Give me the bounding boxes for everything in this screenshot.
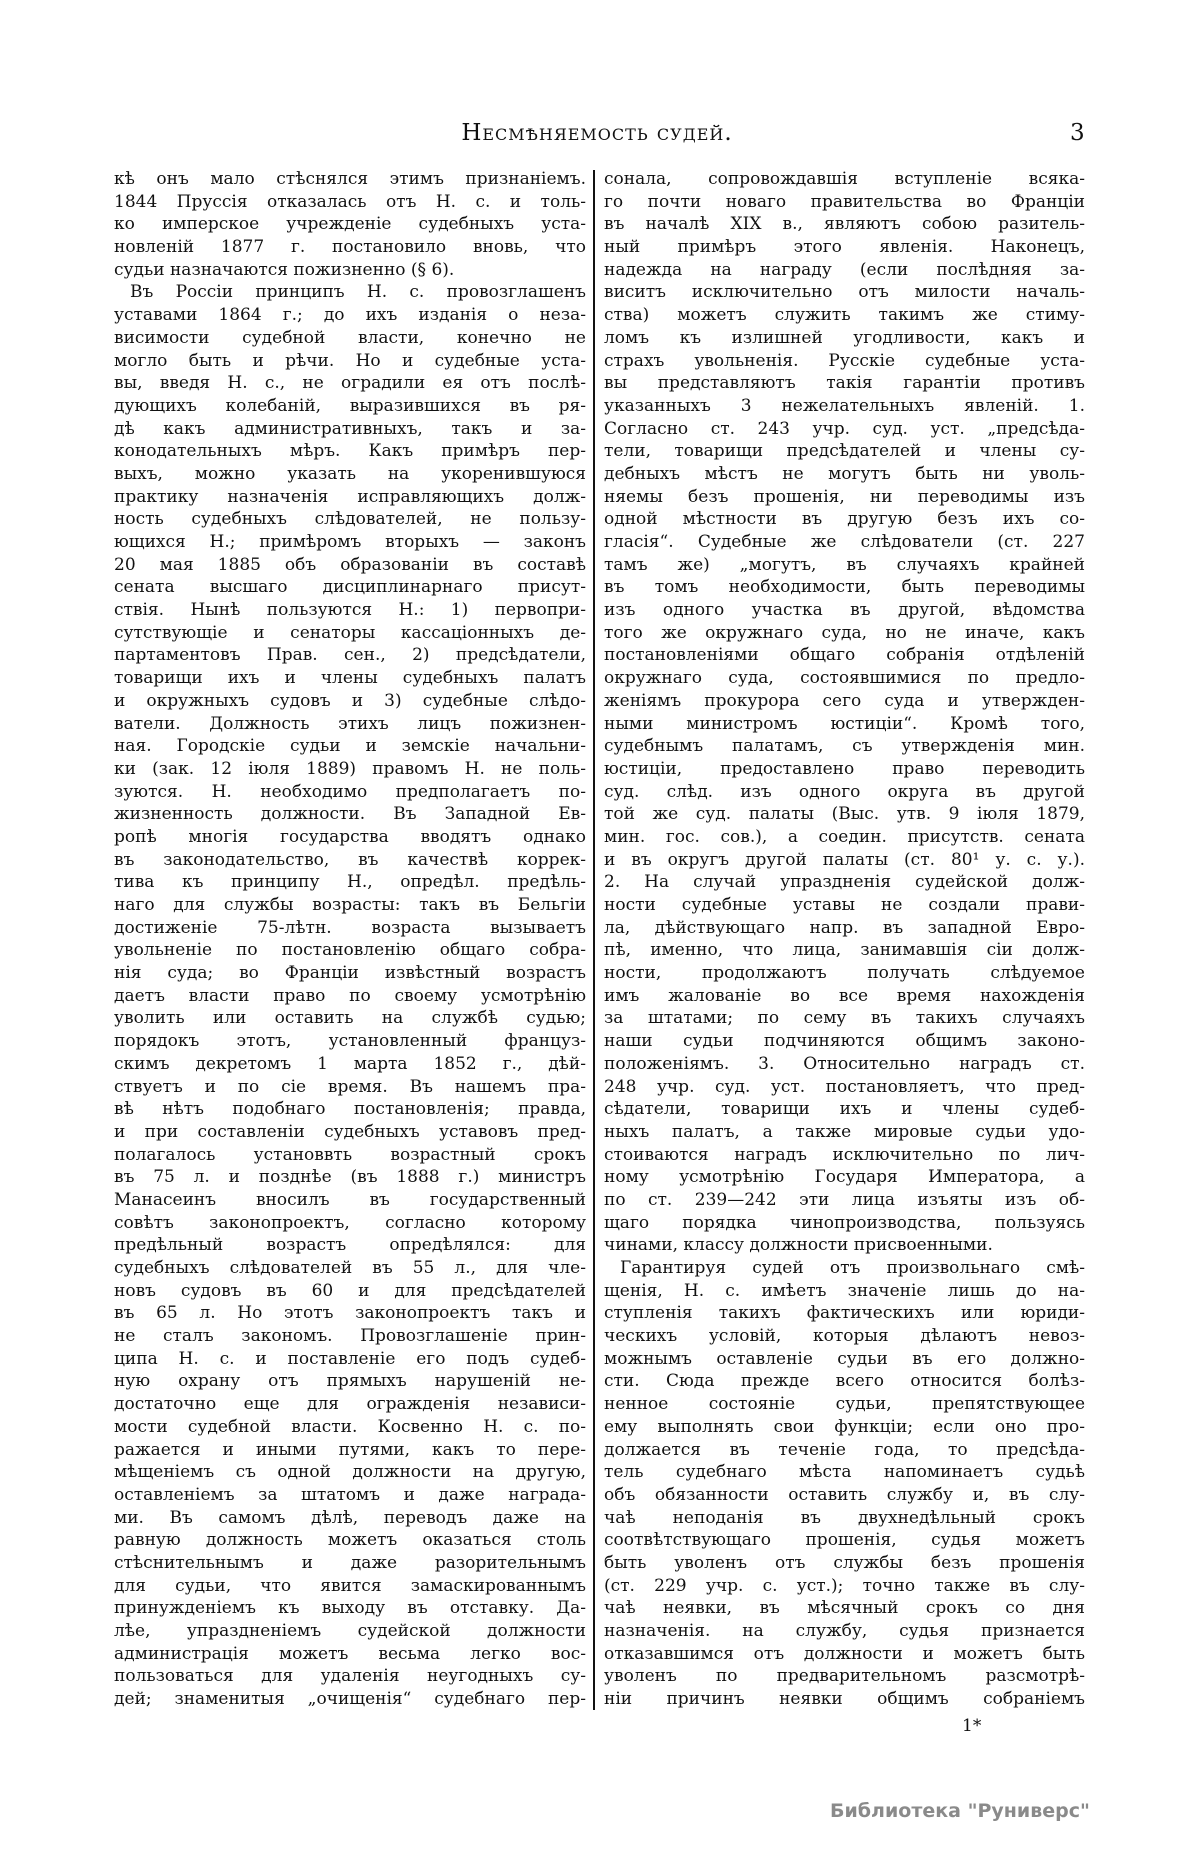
text-line: увольненіе по постановленію общаго собра- [114,940,586,961]
left-column [114,168,586,1711]
text-line: достиженіе 75-лѣтн. возраста вызываетъ [114,917,586,938]
text-line: сѣдатели, товарищи ихъ и члены судеб- [604,1099,1085,1120]
text-line: ципа Н. с. и поставленіе его подъ судеб- [114,1348,586,1369]
text-line: сти. Сюда прежде всего относится болѣз- [604,1371,1085,1392]
text-line: ватели. Должность этихъ лицъ пожизнен- [114,713,586,734]
text-line: 1844 Пруссія отказалась отъ Н. с. и толь- [114,191,586,212]
text-line: ности, продолжаютъ получать слѣдуемое [604,963,1085,984]
text-line: судьи назначаются пожизненно (§ 6). [114,259,455,280]
text-line: ному усмотрѣнію Государя Императора, а [604,1167,1085,1188]
text-line: ему выполнять свои функціи; если оно про- [604,1416,1085,1437]
text-line: гласія“. Судебные же слѣдователи (ст. 227 [604,532,1085,552]
text-line: юстиціи, предоставлено право переводить [604,758,1085,779]
text-line: чаѣ неявки, въ мѣсячный срокъ со дня [604,1598,1085,1619]
text-line: въ началѣ XIX в., являютъ собою разитель- [604,214,1085,235]
text-line: чаѣ неподанія въ двухнедѣльный срокъ [604,1507,1085,1528]
text-line: тели, товарищи предсѣдателей и члены су- [604,441,1085,462]
text-line: могло быть и рѣчи. Но и судебные уста- [114,350,586,371]
text-line: вѣ нѣтъ подобнаго постановленія; правда, [114,1099,586,1120]
text-line: въ 65 л. Но этотъ законопроектъ такъ и [114,1303,586,1324]
text-line: оставленіемъ за штатомъ и даже награда- [114,1484,586,1505]
text-line: достаточно еще для огражденія независи- [114,1394,586,1415]
text-line: наши судьи подчиняются общимъ законо- [604,1031,1085,1052]
text-line: няемы безъ прошенія, ни переводимы изъ [604,486,1085,507]
text-line: новленій 1877 г. постановило вновь, что [114,237,586,258]
text-line: ческихъ условій, которыя дѣлаютъ невоз- [604,1326,1085,1347]
text-line: отказавшимся отъ должности и можетъ быть [604,1643,1085,1664]
text-line: щаго порядка чинопроизводства, пользуясь [604,1212,1085,1233]
text-line: 20 мая 1885 объ образованіи въ составѣ [114,554,586,575]
text-line: ла, дѣйствующаго напр. въ западной Евро- [604,917,1085,938]
text-line: постановленіями общаго собранія отдѣленій [604,645,1085,666]
text-line: имъ жалованіе во все время нахожденія [604,985,1085,1006]
text-line: въ томъ необходимости, быть переводимы [604,577,1085,598]
text-line: предѣльный возрастъ опредѣлялся: для [114,1235,586,1256]
text-line: равную должность можетъ оказаться столь [114,1530,586,1551]
text-line: мѣщеніемъ съ одной должности на другую, [114,1462,586,1483]
text-line: тель судебнаго мѣста напоминаетъ судьѣ [604,1462,1085,1483]
text-line: для судьи, что явится замаскированнымъ [114,1575,586,1596]
text-line: быть уволенъ отъ службы безъ прошенія [604,1552,1085,1573]
text-line: уставами 1864 г.; до ихъ изданія о неза- [114,305,586,326]
text-line: сутствующіе и сенаторы кассаціонныхъ де- [114,622,586,643]
text-line: дебныхъ мѣстъ не могутъ быть ни уволь- [604,463,1085,484]
text-line: ступленія такихъ фактическихъ или юриди- [604,1303,1085,1324]
text-line: зуются. Н. необходимо предполагаетъ по- [114,781,586,802]
text-line: ражается и иными путями, какъ то пере- [114,1439,586,1460]
text-line: (ст. 229 учр. с. уст.); точно также въ слу- [604,1575,1085,1596]
text-line: ность судебныхъ слѣдователей, не пользу- [114,509,586,530]
text-line: дующихъ колебаній, выразившихся въ ря- [114,395,586,416]
text-line: и при составленіи судебныхъ уставовъ пред- [114,1121,586,1142]
text-line: судебныхъ слѣдователей въ 55 л., для чле- [114,1258,586,1278]
text-line: виситъ исключительно отъ милости началь- [604,282,1085,303]
text-line: ко имперское учрежденіе судебныхъ уста- [114,214,586,235]
text-line: вы, введя Н. с., не оградили ея отъ послѣ- [114,373,586,394]
text-line: соотвѣтствующаго прошенія, судья можетъ [604,1530,1085,1551]
text-line: сонала, сопровождавшія вступленіе всяка- [604,169,1085,189]
text-line: полагалось установвть возрастный срокъ [114,1144,586,1165]
text-line: наго для службы возрасты: такъ въ Бельгіи [114,895,586,915]
text-line: женіямъ прокурора сего суда и утвержден- [604,690,1085,711]
text-line: дей; знаменитыя „очищенія“ судебнаго пер- [114,1689,586,1710]
text-line: пѣ, именно, что лица, занимавшія сіи долж- [604,940,1085,961]
text-line: практику назначенія исправляющихъ долж- [114,486,586,507]
text-line: и окружныхъ судовъ и 3) судебные слѣдо- [114,690,586,711]
text-line: Гарантируя судей отъ произвольнаго смѣ- [620,1258,1085,1278]
text-line: нія суда; во Франціи извѣстный возрастъ [114,963,586,984]
text-line: го почти новаго правительства во Франціи [604,191,1085,212]
text-line: той же суд. палаты (Выс. утв. 9 іюля 1879, [604,804,1085,825]
text-line: ки (зак. 12 іюля 1889) правомъ Н. не поль- [114,758,586,779]
text-line: одной мѣстности въ другую безъ ихъ со- [604,509,1085,530]
text-line: скимъ декретомъ 1 марта 1852 г., дѣй- [114,1053,586,1074]
text-line: ропѣ многія государства вводятъ однако [114,826,586,847]
text-line: товарищи ихъ и члены судебныхъ палатъ [114,668,586,689]
text-line: ности судебные уставы не создали прави- [604,895,1085,915]
text-line: лѣе, упраздненіемъ судейской должности [114,1621,586,1641]
text-line: висимости судебной власти, конечно не [114,327,586,348]
text-line: должается въ теченіе года, то предсѣда- [604,1439,1085,1460]
text-line: ствуетъ и по сіе время. Въ нашемъ пра- [114,1076,586,1097]
text-line: принужденіемъ къ выходу въ отставку. Да- [114,1598,586,1619]
text-line: ства) можетъ служить такимъ же стиму- [604,305,1085,326]
text-line: тива къ принципу Н., опредѣл. предѣль- [114,872,586,893]
text-line: щенія, Н. с. имѣетъ значеніе лишь до на- [604,1280,1085,1301]
text-line: партаментовъ Прав. сен., 2) предсѣдатели, [114,645,586,666]
right-column [604,168,1085,1711]
text-line: стѣснительнымъ и даже разорительнымъ [114,1552,586,1573]
text-line: вы представляютъ такія гарантіи противъ [604,373,1085,394]
library-watermark: Библиотека "Руниверс" [830,1800,1090,1822]
text-line: совѣтъ законопроектъ, согласно которому [114,1212,586,1233]
text-line: ненное состояніе судьи, препятствующее [604,1394,1085,1415]
text-line: Въ Россіи принципъ Н. с. провозглашенъ [130,282,586,303]
text-line: и въ округъ другой палаты (ст. 80¹ у. с. у.). [604,849,1085,870]
text-line: ми. Въ самомъ дѣлѣ, переводъ даже на [114,1507,586,1528]
text-line: уволенъ по предварительномъ разсмотрѣ- [604,1666,1085,1687]
text-line: ную охрану отъ прямыхъ нарушеній не- [114,1371,586,1392]
text-line: въ 75 л. и позднѣе (въ 1888 г.) министръ [114,1167,586,1188]
column-divider [593,170,595,1710]
text-line: въ законодательство, въ качествѣ коррек- [114,849,586,870]
text-line: за штатами; по сему въ такихъ случаяхъ [604,1008,1085,1029]
text-line: жизненность должности. Въ Западной Ев- [114,804,586,825]
text-line: конодательныхъ мѣръ. Какъ примѣръ пер- [114,441,586,462]
text-line: сената высшаго дисциплинарнаго присут- [114,577,586,598]
text-line: даетъ власти право по своему усмотрѣнію [114,985,586,1006]
text-line: стоиваются наградъ исключительно по лич- [604,1144,1085,1165]
text-line: окружнаго суда, состоявшимися по предло- [604,668,1085,689]
signature-mark: 1* [962,1716,982,1736]
text-line: ныхъ палатъ, а также мировые судьи удо- [604,1121,1085,1142]
text-line: того же окружнаго суда, но не иначе, какъ [604,622,1085,643]
text-line: уволить или оставить на службѣ судью; [114,1008,586,1029]
text-line: назначенія. на службу, судья признается [604,1621,1085,1641]
text-line: дѣ какъ административныхъ, такъ и за- [114,418,586,439]
text-line: объ обязанности оставить службу и, въ слу- [604,1484,1085,1505]
text-line: мин. гос. сов.), а соедин. присутств. сената [604,826,1085,847]
text-line: ломъ къ излишней угодливости, какъ и [604,327,1085,348]
text-line: чинами, классу должности присвоенными. [604,1235,993,1256]
text-line: кѣ онъ мало стѣснялся этимъ признаніемъ. [114,169,586,189]
text-line: судебнымъ палатамъ, съ утвержденія мин. [604,736,1085,757]
text-line: Согласно ст. 243 учр. суд. уст. „предсѣда- [604,418,1085,439]
text-line: ствія. Нынѣ пользуются Н.: 1) первопри- [114,600,586,621]
text-line: надежда на награду (если послѣдняя за- [604,259,1085,280]
text-line: ный примѣръ этого явленія. Наконецъ, [604,237,1085,258]
text-line: ніи причинъ неявки общимъ собраніемъ [604,1689,1085,1710]
text-line: ными министромъ юстиціи“. Кромѣ того, [604,713,1085,734]
text-line: новъ судовъ въ 60 и для предсѣдателей [114,1280,586,1301]
text-line: ная. Городскіе судьи и земскіе начальни- [114,736,586,757]
text-line: пользоваться для удаленія неугодныхъ су- [114,1666,586,1687]
text-line: суд. слѣд. изъ одного округа въ другой [604,781,1085,802]
text-line: страхъ увольненія. Русскіе судебные уста- [604,350,1085,371]
text-line: мости судебной власти. Косвенно Н. с. по- [114,1416,586,1437]
text-line: не сталъ закономъ. Провозглашеніе прин- [114,1326,586,1347]
text-line: ющихся Н.; примѣромъ вторыхъ — законъ [114,532,586,552]
text-line: можнымъ оставленіе судьи въ его должно- [604,1348,1085,1369]
text-line: указанныхъ 3 нежелательныхъ явленій. 1. [604,395,1085,416]
text-line: администрація можетъ весьма легко вос- [114,1643,586,1664]
text-line: Манасеинъ вносилъ въ государственный [114,1189,586,1210]
page-number: 3 [1070,120,1085,146]
running-head-title: Несмѣняемость судей. [461,120,733,146]
text-line: тамъ же) „могутъ, въ случаяхъ крайней [604,554,1085,575]
text-line: 248 учр. суд. уст. постановляетъ, что пред- [604,1076,1085,1097]
text-line: 2. На случай упраздненія судейской долж- [604,872,1085,893]
text-line: порядокъ этотъ, установленный француз- [114,1031,586,1052]
text-line: выхъ, можно указать на укоренившуюся [114,463,586,484]
text-line: изъ одного участка въ другой, вѣдомства [604,600,1085,621]
text-line: положеніямъ. 3. Относительно наградъ ст. [604,1053,1085,1074]
text-line: по ст. 239—242 эти лица изъяты изъ об- [604,1189,1085,1210]
